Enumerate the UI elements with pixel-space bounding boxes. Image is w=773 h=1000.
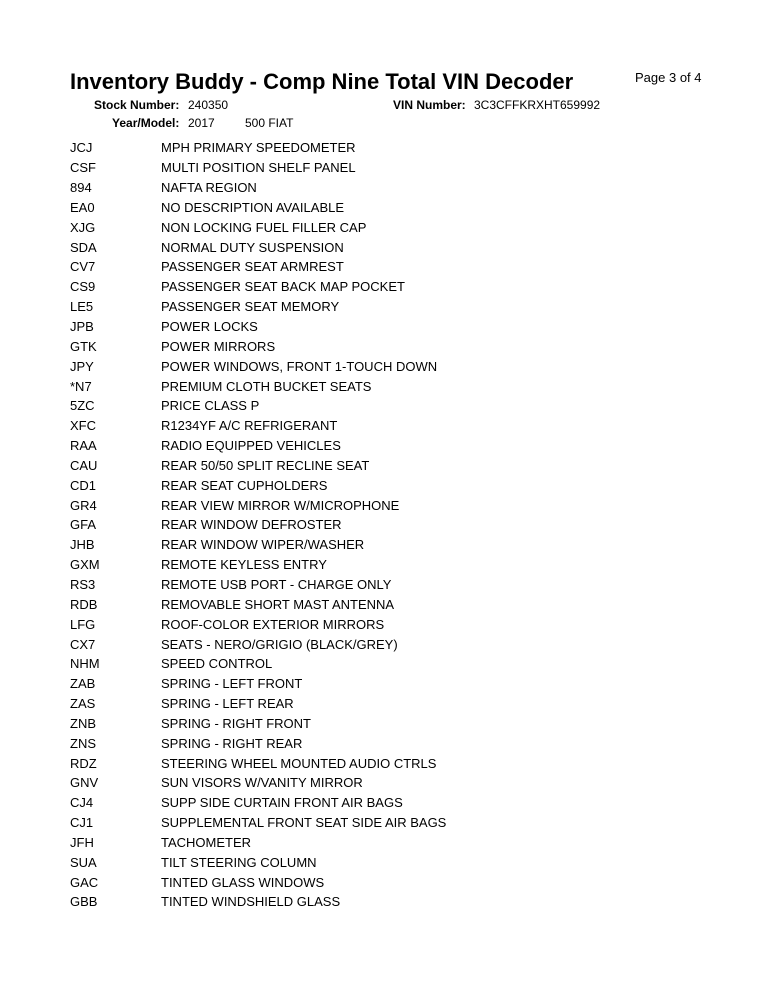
vin-number-value: 3C3CFFKRXHT659992 bbox=[474, 98, 601, 112]
option-code: CV7 bbox=[70, 259, 96, 275]
option-description: TINTED GLASS WINDOWS bbox=[161, 874, 325, 890]
option-code: ZAS bbox=[70, 696, 96, 712]
option-code: GTK bbox=[70, 338, 97, 354]
option-code: LE5 bbox=[70, 299, 94, 315]
option-code: SDA bbox=[70, 239, 97, 255]
option-description: REAR 50/50 SPLIT RECLINE SEAT bbox=[161, 457, 370, 473]
code-row bbox=[70, 674, 446, 694]
option-description: SPEED CONTROL bbox=[161, 656, 273, 672]
code-row bbox=[70, 356, 446, 376]
option-description: PREMIUM CLOTH BUCKET SEATS bbox=[161, 378, 372, 394]
option-code: GAC bbox=[70, 874, 99, 890]
option-code: CX7 bbox=[70, 636, 96, 652]
option-code: JPY bbox=[70, 358, 94, 374]
code-row bbox=[70, 614, 446, 634]
option-description: REAR SEAT CUPHOLDERS bbox=[161, 477, 328, 493]
option-code: GR4 bbox=[70, 497, 97, 513]
option-code: JHB bbox=[70, 537, 95, 553]
code-row bbox=[70, 594, 446, 614]
code-row bbox=[70, 713, 446, 733]
option-description: PASSENGER SEAT ARMREST bbox=[161, 259, 344, 275]
code-row bbox=[70, 376, 446, 396]
code-row bbox=[70, 515, 446, 535]
option-code: ZNB bbox=[70, 715, 96, 731]
option-code: GBB bbox=[70, 894, 98, 910]
code-row bbox=[70, 535, 446, 555]
option-code: XFC bbox=[70, 418, 96, 434]
code-row bbox=[70, 872, 446, 892]
code-row bbox=[70, 416, 446, 436]
option-description: RADIO EQUIPPED VEHICLES bbox=[161, 438, 341, 454]
code-row bbox=[70, 793, 446, 813]
stock-number-label: Stock Number: bbox=[94, 98, 180, 112]
option-description: SUN VISORS W/VANITY MIRROR bbox=[161, 775, 363, 791]
year-value: 2017 bbox=[188, 116, 215, 130]
option-code: CS9 bbox=[70, 279, 96, 295]
option-code: NHM bbox=[70, 656, 100, 672]
model-value: 500 FIAT bbox=[245, 116, 294, 130]
code-row bbox=[70, 257, 446, 277]
option-description: NO DESCRIPTION AVAILABLE bbox=[161, 199, 345, 215]
code-row bbox=[70, 178, 446, 198]
code-row bbox=[70, 773, 446, 793]
option-code: XJG bbox=[70, 219, 96, 235]
code-row bbox=[70, 277, 446, 297]
option-code-list bbox=[70, 138, 446, 912]
option-code: RDB bbox=[70, 596, 98, 612]
option-code: CSF bbox=[70, 160, 96, 176]
option-code: JPB bbox=[70, 319, 94, 335]
option-description: REAR WINDOW WIPER/WASHER bbox=[161, 537, 365, 553]
vin-number-label: VIN Number: bbox=[393, 98, 466, 112]
option-description: SUPPLEMENTAL FRONT SEAT SIDE AIR BAGS bbox=[161, 815, 447, 831]
option-code: LFG bbox=[70, 616, 96, 632]
option-description: MULTI POSITION SHELF PANEL bbox=[161, 160, 356, 176]
code-row bbox=[70, 456, 446, 476]
code-row bbox=[70, 833, 446, 853]
option-code: RDZ bbox=[70, 755, 97, 771]
code-row bbox=[70, 495, 446, 515]
option-code: RS3 bbox=[70, 576, 96, 592]
code-row bbox=[70, 436, 446, 456]
option-description: TILT STEERING COLUMN bbox=[161, 854, 317, 870]
code-row bbox=[70, 575, 446, 595]
option-code: EA0 bbox=[70, 199, 95, 215]
option-description: SUPP SIDE CURTAIN FRONT AIR BAGS bbox=[161, 795, 403, 811]
page-title: Inventory Buddy - Comp Nine Total VIN Decoder bbox=[70, 69, 574, 94]
option-description: REAR WINDOW DEFROSTER bbox=[161, 517, 342, 533]
option-code: ZAB bbox=[70, 676, 96, 692]
option-description: SPRING - RIGHT REAR bbox=[161, 735, 303, 751]
option-description: REAR VIEW MIRROR W/MICROPHONE bbox=[161, 497, 400, 513]
code-row bbox=[70, 753, 446, 773]
option-description: REMOTE KEYLESS ENTRY bbox=[161, 557, 327, 573]
option-code: CAU bbox=[70, 457, 98, 473]
code-row bbox=[70, 336, 446, 356]
option-code: CJ1 bbox=[70, 815, 94, 831]
code-row bbox=[70, 892, 446, 912]
code-row bbox=[70, 158, 446, 178]
option-description: SEATS - NERO/GRIGIO (BLACK/GREY) bbox=[161, 636, 398, 652]
option-code: GXM bbox=[70, 557, 100, 573]
code-row bbox=[70, 813, 446, 833]
option-code: *N7 bbox=[70, 378, 92, 394]
code-row bbox=[70, 475, 446, 495]
code-row bbox=[70, 317, 446, 337]
option-code: CD1 bbox=[70, 477, 97, 493]
option-code: 5ZC bbox=[70, 398, 95, 414]
option-description: R1234YF A/C REFRIGERANT bbox=[161, 418, 338, 434]
stock-number-value: 240350 bbox=[188, 98, 229, 112]
code-row bbox=[70, 852, 446, 872]
code-row bbox=[70, 694, 446, 714]
code-row bbox=[70, 634, 446, 654]
option-code: GNV bbox=[70, 775, 99, 791]
option-description: NAFTA REGION bbox=[161, 180, 257, 196]
code-row bbox=[70, 138, 446, 158]
option-description: PASSENGER SEAT BACK MAP POCKET bbox=[161, 279, 405, 295]
option-description: STEERING WHEEL MOUNTED AUDIO CTRLS bbox=[161, 755, 437, 771]
option-description: REMOTE USB PORT - CHARGE ONLY bbox=[161, 576, 392, 592]
option-description: SPRING - RIGHT FRONT bbox=[161, 715, 311, 731]
option-code: ZNS bbox=[70, 735, 96, 751]
option-description: NON LOCKING FUEL FILLER CAP bbox=[161, 219, 367, 235]
option-code: JFH bbox=[70, 834, 94, 850]
code-row bbox=[70, 654, 446, 674]
option-description: NORMAL DUTY SUSPENSION bbox=[161, 239, 344, 255]
option-description: POWER LOCKS bbox=[161, 319, 258, 335]
option-description: TINTED WINDSHIELD GLASS bbox=[161, 894, 341, 910]
option-description: REMOVABLE SHORT MAST ANTENNA bbox=[161, 596, 395, 612]
code-row bbox=[70, 217, 446, 237]
option-code: 894 bbox=[70, 180, 92, 196]
code-row bbox=[70, 198, 446, 218]
code-row bbox=[70, 733, 446, 753]
option-code: RAA bbox=[70, 438, 97, 454]
year-model-label: Year/Model: bbox=[112, 116, 180, 130]
code-row bbox=[70, 396, 446, 416]
option-code: CJ4 bbox=[70, 795, 94, 811]
option-description: POWER MIRRORS bbox=[161, 338, 276, 354]
option-description: PASSENGER SEAT MEMORY bbox=[161, 299, 340, 315]
option-description: MPH PRIMARY SPEEDOMETER bbox=[161, 140, 356, 156]
option-description: TACHOMETER bbox=[161, 834, 252, 850]
option-code: SUA bbox=[70, 854, 97, 870]
code-row bbox=[70, 555, 446, 575]
code-row bbox=[70, 297, 446, 317]
code-row bbox=[70, 237, 446, 257]
option-description: SPRING - LEFT FRONT bbox=[161, 676, 303, 692]
page-number: Page 3 of 4 bbox=[635, 70, 702, 85]
option-code: JCJ bbox=[70, 140, 93, 156]
option-description: ROOF-COLOR EXTERIOR MIRRORS bbox=[161, 616, 385, 632]
option-code: GFA bbox=[70, 517, 97, 533]
option-description: POWER WINDOWS, FRONT 1-TOUCH DOWN bbox=[161, 358, 438, 374]
option-description: PRICE CLASS P bbox=[161, 398, 260, 414]
option-description: SPRING - LEFT REAR bbox=[161, 696, 294, 712]
